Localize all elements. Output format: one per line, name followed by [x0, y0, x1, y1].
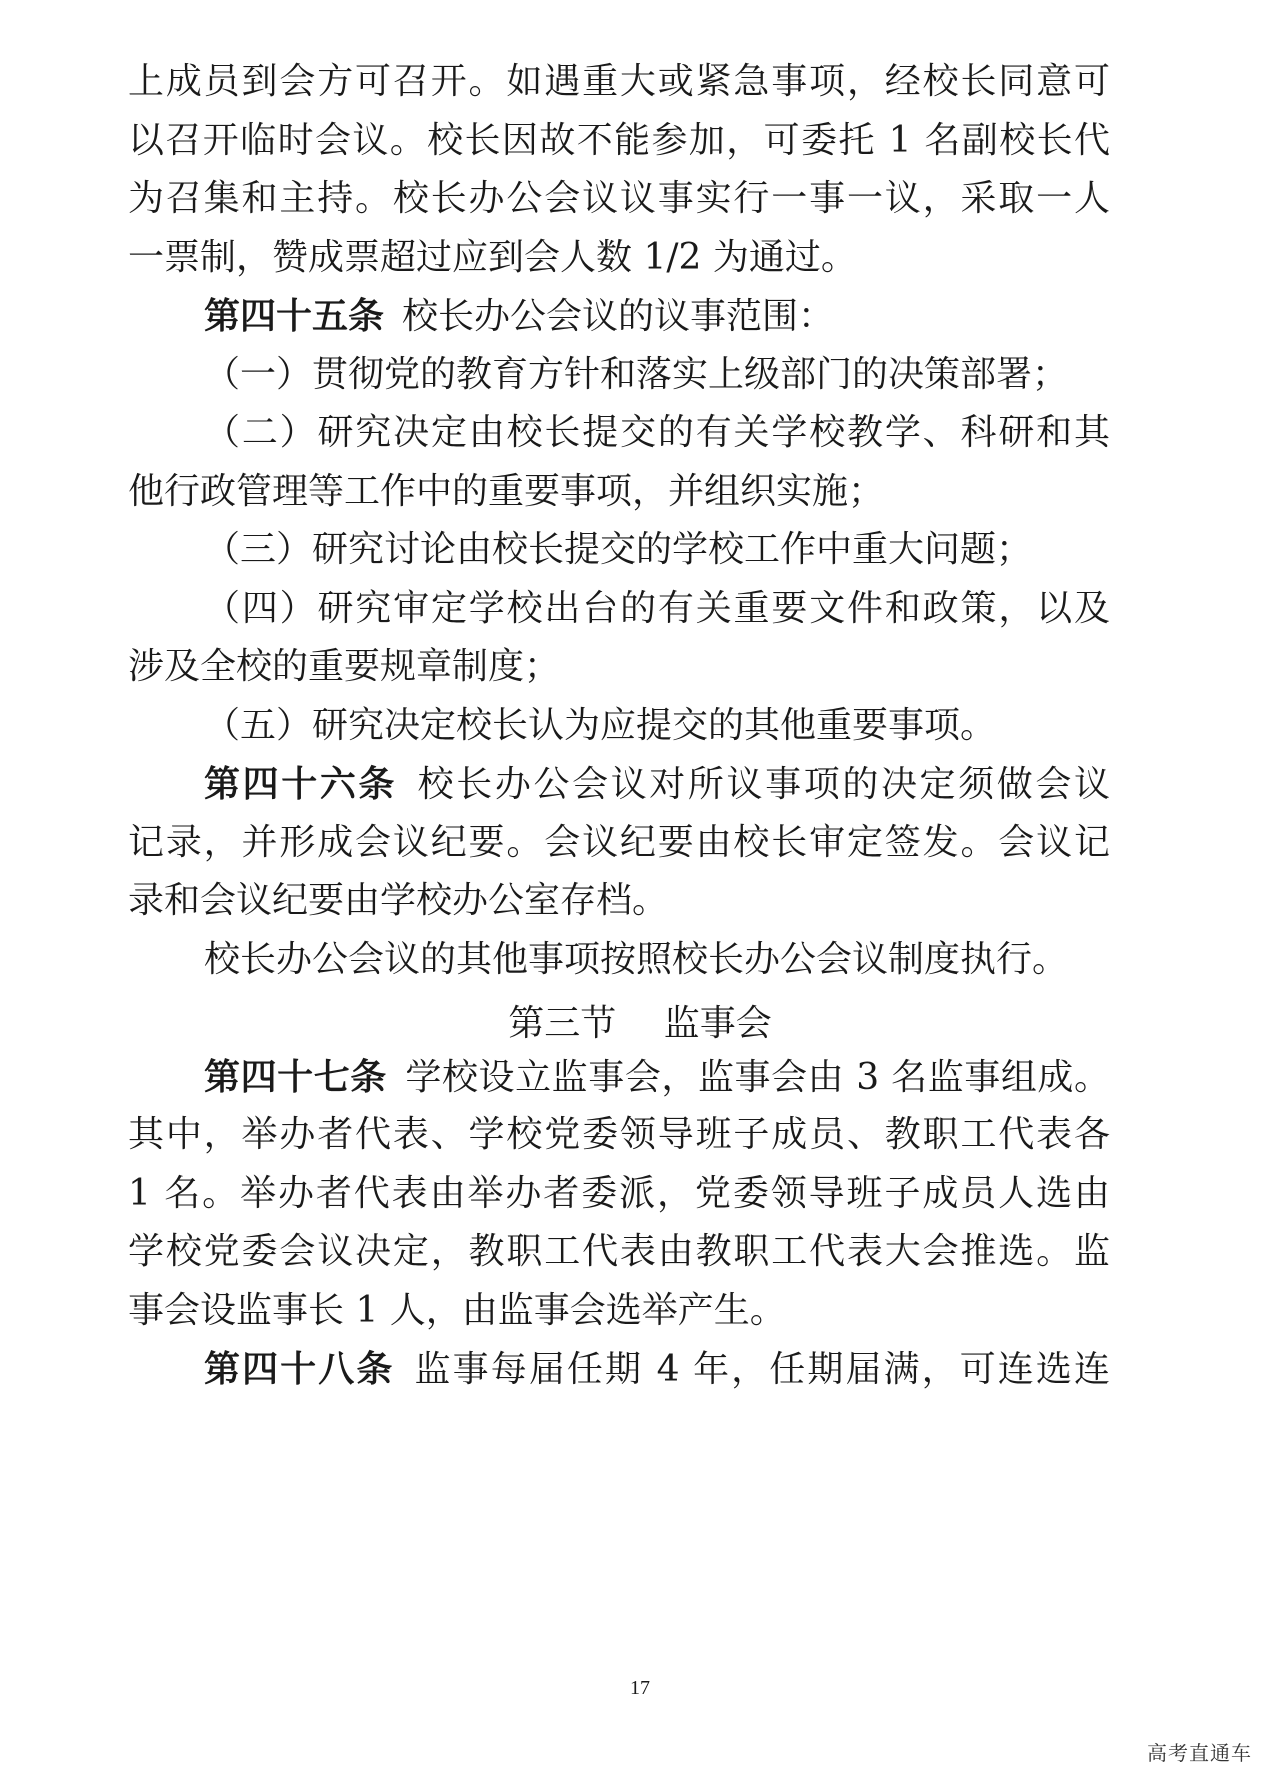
text-line: 上成员到会方可召开。如遇重大或紧急事项，经校长同意可 [128, 61, 1110, 102]
article-number: 第四十五条 [204, 295, 385, 337]
article-text: 监事每届任期 4 年，任期届满，可连选连 [412, 1349, 1110, 1390]
text-line: （二）研究决定由校长提交的有关学校教学、科研和其 [204, 412, 1110, 453]
watermark-text: 高考直通车 [1147, 1741, 1252, 1765]
text-line: 涉及全校的重要规章制度； [128, 646, 561, 687]
text-line: 记录，并形成会议纪要。会议纪要由校长审定签发。会议记 [128, 822, 1110, 863]
article-text: 校长办公会议对所议事项的决定须做会议 [415, 764, 1110, 805]
article-number: 第四十六条 [204, 763, 398, 805]
text-line: 其中，举办者代表、学校党委领导班子成员、教职工代表各 [128, 1114, 1110, 1155]
article-number: 第四十八条 [204, 1348, 395, 1390]
article-line [204, 760, 1110, 808]
text-line: （四）研究审定学校出台的有关重要文件和政策，以及 [204, 588, 1110, 629]
section-heading: 第三节 监事会 [508, 1003, 772, 1044]
text-line: 他行政管理等工作中的重要事项，并组织实施； [128, 471, 885, 512]
article-line [204, 292, 1110, 340]
page-number: 17 [630, 1677, 650, 1699]
article-text: 校长办公会议的议事范围： [402, 296, 835, 337]
text-line: 一票制，赞成票超过应到会人数 1/2 为通过。 [128, 237, 857, 278]
text-line: 为召集和主持。校长办公会议议事实行一事一议，采取一人 [128, 178, 1110, 219]
text-line: 校长办公会议的其他事项按照校长办公会议制度执行。 [204, 939, 1069, 980]
article-line [204, 1053, 1110, 1101]
text-line: 1 名。举办者代表由举办者委派，党委领导班子成员人选由 [128, 1173, 1110, 1214]
text-line: （五）研究决定校长认为应提交的其他重要事项。 [204, 705, 997, 746]
text-line: 以召开临时会议。校长因故不能参加，可委托 1 名副校长代 [128, 120, 1110, 161]
text-line: 事会设监事长 1 人，由监事会选举产生。 [128, 1290, 786, 1331]
text-line: （三）研究讨论由校长提交的学校工作中重大问题； [204, 529, 1033, 570]
text-line: 录和会议纪要由学校办公室存档。 [128, 880, 669, 921]
article-number: 第四十七条 [204, 1056, 387, 1098]
text-line: （一）贯彻党的教育方针和落实上级部门的决策部署； [204, 354, 1069, 395]
article-line [204, 1345, 1110, 1393]
article-text: 学校设立监事会，监事会由 3 名监事组成。 [404, 1057, 1110, 1098]
text-line: 学校党委会议决定，教职工代表由教职工代表大会推选。监 [128, 1231, 1110, 1272]
